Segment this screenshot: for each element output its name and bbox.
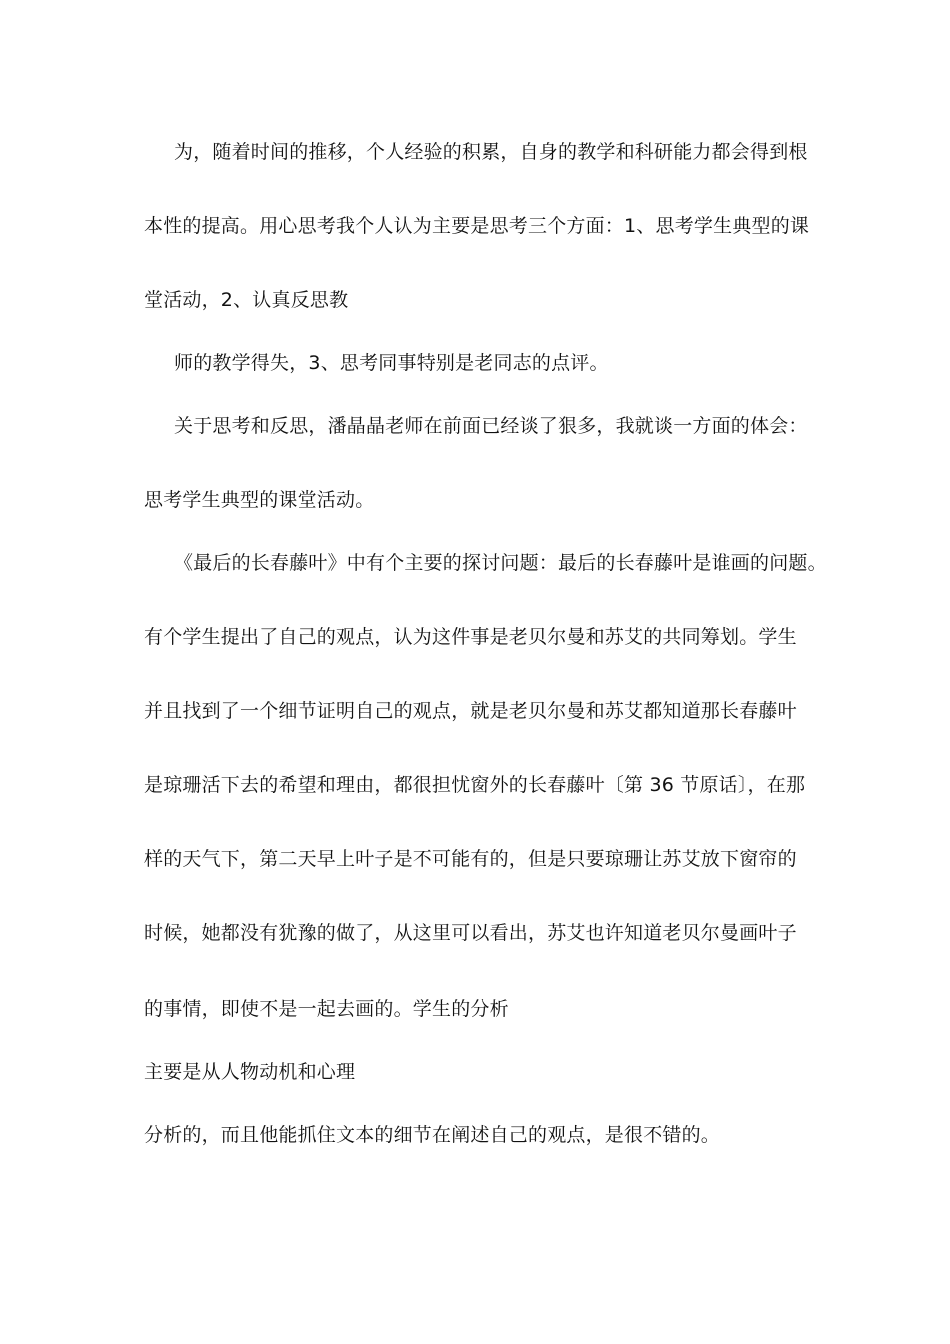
text-line: 师的教学得失，3、思考同事特别是老同志的点评。 <box>174 352 609 374</box>
text-line: 《最后的长春藤叶》中有个主要的探讨问题：最后的长春藤叶是谁画的问题。 <box>174 552 827 574</box>
text-line: 思考学生典型的课堂活动。 <box>144 489 375 511</box>
text-line: 时候，她都没有犹豫的做了，从这里可以看出，苏艾也许知道老贝尔曼画叶子 <box>144 922 797 944</box>
text-line: 样的天气下，第二天早上叶子是不可能有的，但是只要琼珊让苏艾放下窗帘的 <box>144 848 797 870</box>
text-line: 本性的提高。用心思考我个人认为主要是思考三个方面：1、思考学生典型的课 <box>144 215 810 237</box>
text-line: 为，随着时间的推移，个人经验的积累，自身的教学和科研能力都会得到根 <box>174 141 808 163</box>
text-line: 有个学生提出了自己的观点，认为这件事是老贝尔曼和苏艾的共同筹划。学生 <box>144 626 797 648</box>
text-line: 关于思考和反思，潘晶晶老师在前面已经谈了狠多，我就谈一方面的体会： <box>174 415 808 437</box>
text-line: 并且找到了一个细节证明自己的观点，就是老贝尔曼和苏艾都知道那长春藤叶 <box>144 700 797 722</box>
text-line: 分析的，而且他能抓住文本的细节在阐述自己的观点，是很不错的。 <box>144 1124 721 1146</box>
text-line: 堂活动，2、认真反思教 <box>144 289 349 311</box>
text-line: 是琼珊活下去的希望和理由，都很担忧窗外的长春藤叶〔第 36 节原话〕，在那 <box>144 774 806 796</box>
text-line: 的事情，即使不是一起去画的。学生的分析 <box>144 998 509 1020</box>
text-line: 主要是从人物动机和心理 <box>144 1061 356 1083</box>
